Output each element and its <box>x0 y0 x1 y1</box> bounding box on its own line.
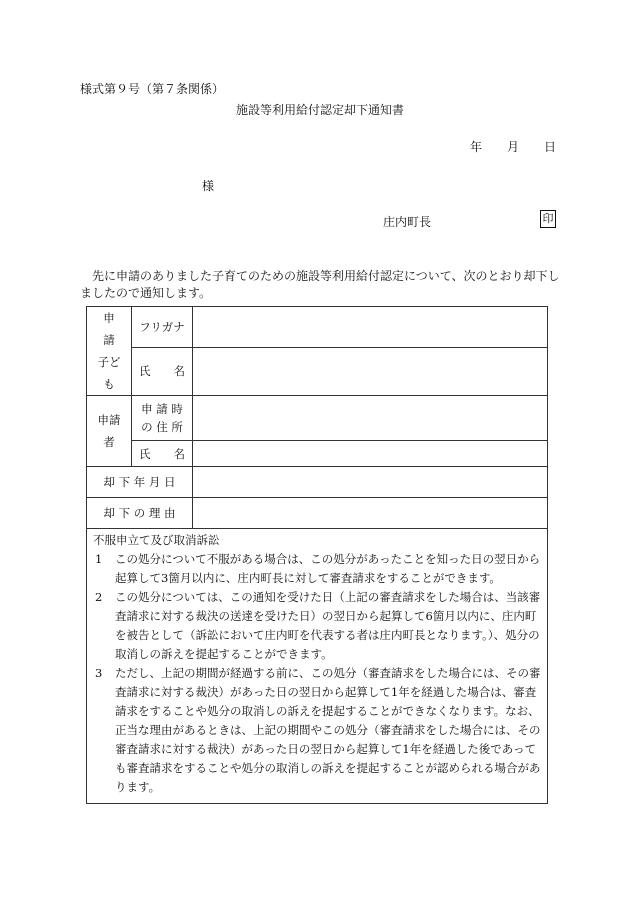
rejection-date-label: 却 下 年 月 日 <box>87 467 193 498</box>
furigana-label: フリガナ <box>132 307 193 348</box>
address-field[interactable] <box>193 396 548 441</box>
seal-mark: 印 <box>540 210 556 228</box>
intro-line-2: ましたので通知します。 <box>80 286 212 300</box>
date-year-label: 年 <box>470 140 483 154</box>
notice-item <box>93 588 541 664</box>
application-table <box>86 306 548 804</box>
document-title: 施設等利用給付認定却下通知書 <box>236 103 405 117</box>
rejection-reason-label: 却 下 の 理 由 <box>87 498 193 529</box>
address-label: 申 請 時 の 住 所 <box>132 396 193 441</box>
notice-item <box>93 550 541 588</box>
notice-heading: 不服申立て及び取消訴訟 <box>93 533 220 547</box>
child-name-label: 氏 名 <box>132 347 193 395</box>
rejection-reason-field[interactable] <box>193 498 548 529</box>
form-number: 様式第９号（第７条関係） <box>80 82 225 96</box>
notice-item <box>93 664 541 797</box>
child-group-label: 申 請 子ども <box>87 307 132 396</box>
child-name-field[interactable] <box>193 347 548 395</box>
notice-item-number: 3 <box>95 666 103 680</box>
date-month-label: 月 <box>507 140 520 154</box>
sender-name: 庄内町長 <box>383 215 432 229</box>
notice-item-number: 2 <box>95 590 103 604</box>
notice-item-text: この処分について不服がある場合は、この処分があったことを知った日の翌日から起算して3箇月以内に、庄内町長に対して審査請求をすることができます。 <box>115 552 541 585</box>
intro-line-1: 先に申請のありました子育てのための施設等利用給付認定について、次のとおり却下し <box>80 269 560 283</box>
notice-item-number: 1 <box>95 552 103 566</box>
date-line <box>470 138 556 155</box>
applicant-name-field[interactable] <box>193 441 548 467</box>
intro-paragraph <box>80 268 570 302</box>
rejection-date-field[interactable] <box>193 467 548 498</box>
notice-item-text: この処分については、この通知を受けた日（上記の審査請求をした場合は、当該審査請求に対する裁決の送達を受けた日）の翌日から起算して6箇月以内に、庄内町を被告として（訴訟において庄内町を代表する者は庄内町長となります。）、処分の取消しの訴えを提起することができます。 <box>115 590 541 661</box>
applicant-name-label: 氏 名 <box>132 441 193 467</box>
addressee-suffix: 様 <box>202 179 215 193</box>
notice-item-text: ただし、上記の期間が経過する前に、この処分（審査請求をした場合には、その審査請求に対する裁決）があった日の翌日から起算して1年を経過した場合は、審査請求をすることや処分の取消しの訴えを提起することができなくなります。なお、正当な理由があるときは、上記の期間やこの処分（審査請求をした場合には、その審査請求に対する裁決）があった日の翌日から起算して1年を経過した後であっても審査請求をすることや処分の取消しの訴えを提起することが認められる場合があります。 <box>115 666 541 794</box>
date-day-label: 日 <box>544 140 557 154</box>
applicant-group-label: 申請者 <box>87 396 132 467</box>
appeal-notice <box>87 529 548 804</box>
furigana-field[interactable] <box>193 307 548 348</box>
